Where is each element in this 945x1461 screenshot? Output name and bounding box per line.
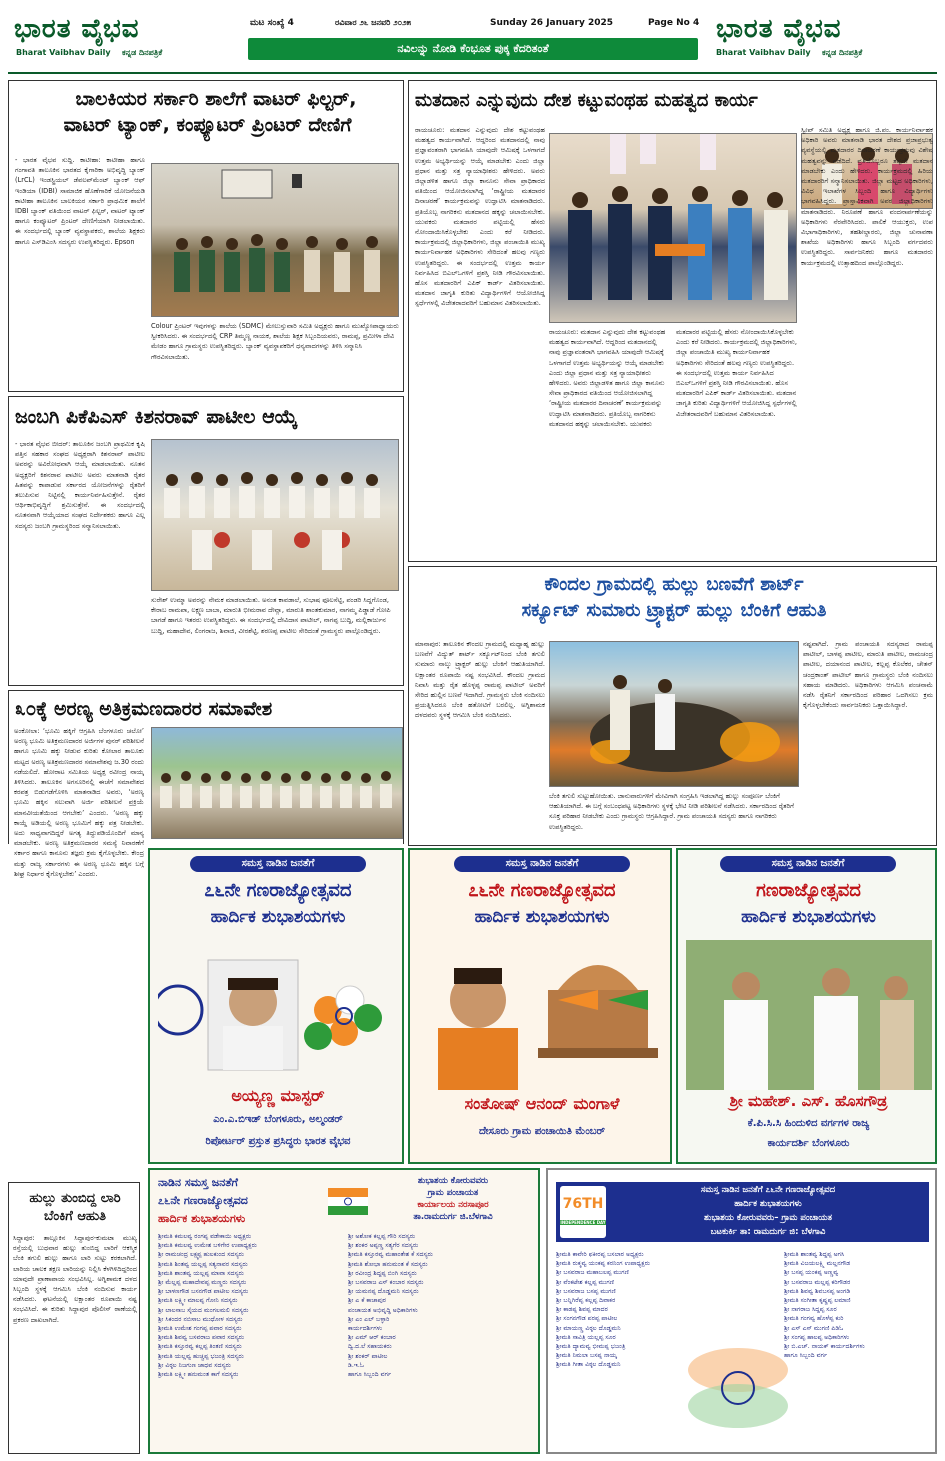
list-item: ಶ್ರೀ ಲಾಲಸಾಬ ಸೈಯದ ಮಂಗಲಮಲಿ ಸದಸ್ಯರು [158,1306,249,1314]
ad-batakurki-logo [560,1186,606,1238]
list-item: ಕಾರ್ಯದರ್ಶಿಗಳು [348,1325,383,1333]
ad-santosh [408,848,672,1164]
list-item: ಶ್ರೀ ಬಸಪ್ಪ ಯಂಕಪ್ಪ ಅಣ್ಣವ್ವ [784,1269,839,1277]
article-school [8,80,404,392]
tagline: ನವಿಲನ್ನು ನೋಡಿ ಕೆಂಭೂತ ಪುಕ್ಕ ಕೆದರಿತಂತೆ [248,38,698,60]
list-item: ಶ್ರೀಮತಿ ಕಸ್ತೂರವ್ವ ಮಹಾಂತೇಶ ಕೆ ಸದಸ್ಯರು [348,1251,433,1259]
masthead [0,0,945,70]
article-school-headline-1: ಬಾಲಕಿಯರ ಸರ್ಕಾರಿ ಶಾಲೆಗೆ ವಾಟರ್ ಫಿಲ್ಟರ್, [75,88,357,110]
article-fire-body-mid: ಬೆಂಕಿ ತಗುಲಿ ಸುಟ್ಟುಹೋಯಿತು. ಜಾನುವಾರುಗಳಿಗೆ ಮೇವಿಗಾಗಿ ಸಂಗ್ರಹಿಸಿ ಇಡಲಾಗಿದ್ದ ಹುಲ್ಲು ಸಂಪೂರ್ಣ ಬೆಂಕಿಗೆ ಆಹುತಿಯಾಗಿದೆ. ಈ ಬಗ್ಗೆ ಸಂಬಂಧಪಟ್ಟ ಅಧಿಕಾರಿಗಳು ಸ್ಥಳಕ್ಕೆ ಭೇಟಿ ನೀಡಿ ಪರಿಶೀಲನೆ ನಡೆಸಿದರು. ಸರ್ಕಾರದಿಂದ ರೈತರಿಗೆ ಸೂಕ್ತ ಪರಿಹಾರ ನೀಡಬೇಕು ಎಂದು ಗ್ರಾಮಸ್ಥರು ಆಗ್ರಹಿಸಿದ್ದಾರೆ. ಗ್ರಾಮ ಪಂಚಾಯತಿ ಸದಸ್ಯರು ಹಾಗೂ ನಾಗರಿಕರು ಉಪಸ್ಥಿತರಿದ್ದರು. [549,792,794,831]
list-item: ಶ್ರೀ ಮಾಯಣ್ಣ ವಿಠ್ಠಲ ದೊಡ್ಡಮನಿ [556,1324,621,1332]
list-item: ಶ್ರೀಮತಿ ಯಲ್ಲವ್ವ ಹುಚ್ಚಪ್ಪ ಭಜಂತ್ರಿ ಸದಸ್ಯರು [158,1352,244,1360]
ad-santosh-title-2: ಹಾರ್ದಿಕ ಶುಭಾಶಯಗಳು [474,907,610,927]
list-item: ಶ್ರೀಮತಿ ನಿಮಲಾ ಬಸಪ್ಪ ನಾಯ್ಕ [556,1352,617,1360]
masthead-title-left: ಭಾರತ ವೈಭವ [14,14,140,44]
masthead-subtitle-en-right: Bharat Vaibhav Daily [716,48,811,57]
article-forest-headline: ೩೦ಕ್ಕೆ ಅರಣ್ಯ ಅತಿಕ್ರಮಣದಾರರ ಸಮಾವೇಶ [15,698,273,720]
ad-ayyanna-title-2: ಹಾರ್ದಿಕ ಶುಭಾಶಯಗಳು [210,907,346,927]
ad-narasapur [148,1168,540,1454]
article-voting-body-left: ರಾಯಚೂರು: ಮತದಾನ ಎನ್ನುವುದು ದೇಶ ಕಟ್ಟುವಂಥಹ ಮಹತ್ವದ ಕಾರ್ಯವಾಗಿದೆ. ಆದ್ದರಿಂದ ಮತದಾನದಲ್ಲಿ ನಾವು ಪ್ರಜ್ಞಾವಂತರಾಗಿ ಭಾಗವಹಿಸಿ ಯಾವುದೇ ಆಮಿಷಕ್ಕೆ ಒಳಗಾಗದೆ ಉತ್ತಮ ಅಭ್ಯರ್ಥಿಯನ್ನು ಆಯ್ಕೆ ಮಾಡಬೇಕು ಎಂದು ಜಿಲ್ಲಾ ಪ್ರಧಾನ ಮತ್ತು ಸತ್ರ ನ್ಯಾಯಾಧೀಶರು ಹೇಳಿದರು. ಅವರು ಜಿಲ್ಲಾಡಳಿತ ಹಾಗೂ ಜಿಲ್ಲಾ ಕಾನೂನು ಸೇವಾ ಪ್ರಾಧಿಕಾರದ ವತಿಯಿಂದ ಆಯೋಜಿಸಲಾಗಿದ್ದ ‘ರಾಷ್ಟ್ರೀಯ ಮತದಾರರ ದಿನಾಚರಣೆ’ ಕಾರ್ಯಕ್ರಮವನ್ನು ಉದ್ಘಾಟಿಸಿ ಮಾತನಾಡಿದರು. ಪ್ರತಿಯೊಬ್ಬ ನಾಗರಿಕನು ಮತದಾನದ ಹಕ್ಕನ್ನು ಚಲಾಯಿಸಬೇಕು. ಯುವಕರು ಮತದಾರರ ಪಟ್ಟಿಯಲ್ಲಿ ಹೆಸರು ನೋಂದಾಯಿಸಿಕೊಳ್ಳಬೇಕು ಎಂದು ಕರೆ ನೀಡಿದರು. ಕಾರ್ಯಕ್ರಮದಲ್ಲಿ ಜಿಲ್ಲಾಧಿಕಾರಿಗಳು, ಜಿಲ್ಲಾ ಪಂಚಾಯಿತಿ ಮುಖ್ಯ ಕಾರ್ಯನಿರ್ವಾಹಕ ಅಧಿಕಾರಿಗಳು ಸೇರಿದಂತೆ ಹಲವು ಗಣ್ಯರು ಉಪಸ್ಥಿತರಿದ್ದರು. ಈ ಸಂದರ್ಭದಲ್ಲಿ ಉತ್ತಮ ಕಾರ್ಯ ನಿರ್ವಹಿಸಿದ ಬಿಎಲ್‌ಒಗಳಿಗೆ ಪ್ರಶಸ್ತಿ ನೀಡಿ ಗೌರವಿಸಲಾಯಿತು. ಹೊಸ ಮತದಾರರಿಗೆ ಎಪಿಕ್ ಕಾರ್ಡ್ ವಿತರಿಸಲಾಯಿತು. ಮತದಾನ ಜಾಗೃತಿ ಕುರಿತು ವಿದ್ಯಾರ್ಥಿಗಳಿಗೆ ಆಯೋಜಿಸಿದ್ದ ಸ್ಪರ್ಧೆಗಳಲ್ಲಿ ವಿಜೇತರಾದವರಿಗೆ ಬಹುಮಾನ ವಿತರಿಸಲಾಯಿತು. [415,126,545,308]
list-item: ಶ್ರೀ ಸಿಕಂದರ ನಬಿಸಾಬ ಮುಧೋಳ ಸದಸ್ಯರು [158,1315,243,1323]
school-group-photo-icon [152,164,399,317]
list-item: ಶ್ರೀಮತಿ ಶಾಂತವ್ವ ಶಿದ್ದಪ್ಪ ಅಗಸಿ [784,1251,845,1258]
forest-crowd-photo-icon [152,728,403,839]
list-item: ಶ್ರೀ ರಾಮಚಂದ್ರ ಲಕ್ಷ್ಮಪ್ಪ ಹುಲಕುಂದ ಸದಸ್ಯರು [158,1251,244,1259]
ad-batakurki-head-1: ಸಮಸ್ತ ನಾಡಿನ ಜನತೆಗೆ ೭೬ನೇ ಗಣರಾಜ್ಯೋತ್ಸವದ [700,1185,836,1195]
article-fire-photo [549,641,799,787]
list-item: ಶ್ರೀ ಸಂಗನಗೌಡ ಪರಪ್ಪ ಪಾಟೀಲ [556,1315,618,1323]
list-item: ಶ್ರೀಮತಿ ಲಕ್ಷ್ಮೀ ಮಾಲಪ್ಪ ಗೋನಿ ಸದಸ್ಯರು [158,1297,238,1305]
ad-narasapur-head-1: ನಾಡಿನ ಸಮಸ್ತ ಜನತೆಗೆ [158,1176,238,1189]
article-fire [408,566,937,846]
ad-mahesh [676,848,937,1164]
list-item: ಶ್ರೀ ಅಶೋಕ ಕಲ್ಲಪ್ಪ ಗೌರಿ ಸದಸ್ಯರು [348,1233,416,1240]
ad-mahesh-title-1: ಗಣರಾಜ್ಯೋತ್ಸವದ [756,880,861,901]
list-item: ಡಿ.ಇ.ಓ [348,1361,365,1369]
list-item: ಶ್ರೀ ರವೀಂದ್ರ ಶಿದ್ದಪ್ಪ ಬಿಂಗಿ ಸದಸ್ಯರು [348,1269,417,1277]
article-voting-body-mid: ರಾಯಚೂರು: ಮತದಾನ ಎನ್ನುವುದು ದೇಶ ಕಟ್ಟುವಂಥಹ ಮಹತ್ವದ ಕಾರ್ಯವಾಗಿದೆ. ಆದ್ದರಿಂದ ಮತದಾನದಲ್ಲಿ ನಾವು ಪ್ರಜ್ಞಾವಂತರಾಗಿ ಭಾಗವಹಿಸಿ ಯಾವುದೇ ಆಮಿಷಕ್ಕೆ ಒಳಗಾಗದೆ ಉತ್ತಮ ಅಭ್ಯರ್ಥಿಯನ್ನು ಆಯ್ಕೆ ಮಾಡಬೇಕು ಎಂದು ಜಿಲ್ಲಾ ಪ್ರಧಾನ ಮತ್ತು ಸತ್ರ ನ್ಯಾಯಾಧೀಶರು ಹೇಳಿದರು. ಅವರು ಜಿಲ್ಲಾಡಳಿತ ಹಾಗೂ ಜಿಲ್ಲಾ ಕಾನೂನು ಸೇವಾ ಪ್ರಾಧಿಕಾರದ ವತಿಯಿಂದ ಆಯೋಜಿಸಲಾಗಿದ್ದ ‘ರಾಷ್ಟ್ರೀಯ ಮತದಾರರ ದಿನಾಚರಣೆ’ ಕಾರ್ಯಕ್ರಮವನ್ನು ಉದ್ಘಾಟಿಸಿ ಮಾತನಾಡಿದರು. ಪ್ರತಿಯೊಬ್ಬ ನಾಗರಿಕನು ಮತದಾನದ ಹಕ್ಕನ್ನು ಚಲಾಯಿಸಬೇಕು. ಯುವಕರು ಮತದಾರರ ಪಟ್ಟಿಯಲ್ಲಿ ಹೆಸರು ನೋಂದಾಯಿಸಿಕೊಳ್ಳಬೇಕು ಎಂದು ಕರೆ ನೀಡಿದರು. ಕಾರ್ಯಕ್ರಮದಲ್ಲಿ ಜಿಲ್ಲಾಧಿಕಾರಿಗಳು, ಜಿಲ್ಲಾ ಪಂಚಾಯಿತಿ ಮುಖ್ಯ ಕಾರ್ಯನಿರ್ವಾಹಕ ಅಧಿಕಾರಿಗಳು ಸೇರಿದಂತೆ ಹಲವು ಗಣ್ಯರು ಉಪಸ್ಥಿತರಿದ್ದರು. ಈ ಸಂದರ್ಭದಲ್ಲಿ ಉತ್ತಮ ಕಾರ್ಯ ನಿರ್ವಹಿಸಿದ ಬಿಎಲ್‌ಒಗಳಿಗೆ ಪ್ರಶಸ್ತಿ ನೀಡಿ ಗೌರವಿಸಲಾಯಿತು. ಹೊಸ ಮತದಾರರಿಗೆ ಎಪಿಕ್ ಕಾರ್ಡ್ ವಿತರಿಸಲಾಯಿತು. ಮತದಾನ ಜಾಗೃತಿ ಕುರಿತು ವಿದ್ಯಾರ್ಥಿಗಳಿಗೆ ಆಯೋಜಿಸಿದ್ದ ಸ್ಪರ್ಧೆಗಳಲ್ಲಿ ವಿಜೇತರಾದವರಿಗೆ ಬಹುಮಾನ ವಿತರಿಸಲಾಯಿತು. [549,328,797,428]
republic-day-parliament-icon [418,940,666,1090]
ad-mahesh-title-2: ಹಾರ್ದಿಕ ಶುಭಾಶಯಗಳು [741,907,876,927]
list-item: ಶ್ರೀ ಎಂ ಎಲ್ ಬಳ್ಳಾರಿ [348,1315,390,1323]
list-item: ಶ್ರೀಮತಿ ಶೋಭಾ ಹನುಮಂತ ಕೆ ಸದಸ್ಯರು [348,1260,428,1268]
list-item: ಶ್ರೀಮತಿ ಕಸ್ತೂರವ್ವ ಕಲ್ಲಪ್ಪ ತಿಂತಣಿ ಸದಸ್ಯರು [158,1343,242,1351]
list-item: ಶ್ರೀ ವೆಂಕಟೇಶ ಕಲ್ಲಪ್ಪ ಮುಗಣಿ [556,1278,615,1286]
list-item: ಶ್ರೀ ಬಾಳಣಗೌಡ ಬಸನಗೌಡ ಪಾಟೀಲ ಸದಸ್ಯರು [158,1288,249,1296]
list-item: ಶ್ರೀ ವಿಠ್ಠಲ ನಿಜಗುಣ ಜಾಧವ ಸದಸ್ಯರು [158,1361,231,1369]
ad-narasapur-head-3: ಹಾರ್ದಿಕ ಶುಭಾಶಯಗಳು [158,1212,246,1225]
list-item: ಪಂಚಾಯತ ಅಭಿವೃದ್ಧಿ ಅಧಿಕಾರಿಗಳು [348,1306,418,1314]
article-jambagi-body: - ಭಾರತ ವೈಭವ ಬೀದರ್: ತಾಲೂಕಿನ ಜಂಬಗಿ ಪ್ರಾಥಮಿಕ ಕೃಷಿ ಪತ್ತಿನ ಸಹಕಾರ ಸಂಘದ ಅಧ್ಯಕ್ಷರಾಗಿ ಕಿಶನರಾವ್ ಪಾಟೀಲ ಅವರನ್ನು ಅವಿರೋಧವಾಗಿ ಆಯ್ಕೆ ಮಾಡಲಾಯಿತು. ನೂತನ ಅಧ್ಯಕ್ಷರಿಗೆ ಕಿಶನರಾವ ಪಾಟೀಲ ಅವರು ಮಾತನಾಡಿ ರೈತರ ಹಿತವನ್ನು ಕಾಪಾಡುವ ಸರ್ಕಾರದ ಯೋಜನೆಗಳನ್ನು ರೈತರಿಗೆ ತಲುಪಿಸುವ ನಿಟ್ಟಿನಲ್ಲಿ ಕಾರ್ಯನಿರ್ವಹಿಸುತ್ತೇನೆ. ರೈತರ ಆರ್ಥಿಕಾಭಿವೃದ್ಧಿಗೆ ಶ್ರಮಿಸುತ್ತೇನೆ. ಈ ಸಂದರ್ಭದಲ್ಲಿ ನೂತನವಾಗಿ ಆಯ್ಕೆಯಾದ ಸಂಘದ ನಿರ್ದೇಶಕರು ಹಾಗೂ ಎಲ್ಲ ಸದಸ್ಯರು ಜಂಬಗಿ ಗ್ರಾಮಸ್ಥರಿಂದ ಸನ್ಮಾನಿಸಲಾಯಿತು. [15,440,145,530]
ad-narasapur-from-1: ಶುಭಾಶಯ ಕೋರುವವರು [417,1176,489,1186]
ad-santosh-name: ಸಂತೋಷ್ ಆನಂದ್ ಮಂಗಾಳೆ [464,1094,620,1113]
ad-batakurki-head-4: ಬಟಕುರ್ಕಿ ತಾ: ರಾಮದುರ್ಗ ಜಿ: ಬೆಳಗಾವಿ [710,1227,826,1237]
list-item: ಶ್ರೀ ಕಾಡಪ್ಪ ಶಿವಪ್ಪ ಮಾದರ [556,1306,608,1314]
masthead-subtitle-en-left: Bharat Vaibhav Daily [16,48,111,57]
issue-number: ಮಟ ಸಂಖ್ಯೆ 4 [250,18,294,28]
list-item: ಶ್ರೀ ಯಮನಪ್ಪ ದೊಡ್ಡಮನಿ ಸದಸ್ಯರು [348,1288,419,1296]
article-fire-body-right: ನಷ್ಟವಾಗಿದೆ. ಗ್ರಾಮ ಪಂಚಾಯತಿ ಸದಸ್ಯರಾದ ರಾಮಪ್ಪ ಪಾಟೀಲ್, ಬಾಳಪ್ಪ ಪಾಟೀಲ, ಮಾರುತಿ ಪಾಟೀಲ, ರಾಮಚಂದ್ರ ಪಾಟೀಲ, ದಯಾನಂದ ಪಾಟೀಲ, ಕಲ್ಲಪ್ಪ ಕೊಲೆಕರ, ಚೇತನ್ ಚಂದ್ರಕಾಂತ್ ಪಾಟೀಲ್ ಹಾಗೂ ಗ್ರಾಮಸ್ಥರು ಬೆಂಕಿ ನಂದಿಸಲು ಸಹಾಯ ಮಾಡಿದರು. ಅಧಿಕಾರಿಗಳು ಆಗಮಿಸಿ ಪಂಚನಾಮೆ ನಡೆಸಿ ರೈತನಿಗೆ ಸರ್ಕಾರದಿಂದ ಪರಿಹಾರ ಒದಗಿಸಲು ಕ್ರಮ ಕೈಗೊಳ್ಳಬೇಕೆಂದು ಸಾರ್ವಜನಿಕರು ಒತ್ತಾಯಿಸಿದ್ದಾರೆ. [803,640,933,710]
ad-narasapur-from-4: ತಾ.ರಾಮದುರ್ಗ ಜಿ.ಬೆಳಗಾವಿ [413,1212,493,1222]
article-fire-headline-2: ಸರ್ಕ್ಯೂಟ್ ಸುಮಾರು ಟ್ರ್ಯಾಕ್ಟರ್ ಹುಲ್ಲು ಬೆಂಕಿಗೆ ಆಹುತಿ [521,600,827,621]
masthead-subtitle-kn-right: ಕನ್ನಡ ದಿನಪತ್ರಿಕೆ [822,48,863,57]
article-school-body-2: Colour ಪ್ರಿಂಟರ್ ಇವುಗಳನ್ನು ಶಾಲೆಯ (SDMC) ಮೇಲುಸ್ತುವಾರಿ ಸಮಿತಿ ಅಧ್ಯಕ್ಷರು ಹಾಗೂ ಮುಖ್ಯೋಪಾಧ್ಯಾಯರು ಸ್ವೀಕರಿಸಿದರು. ಈ ಸಂದರ್ಭದಲ್ಲಿ CRP ತಿಮ್ಮಣ್ಣ ನಾಯಕ, ಶಾಲೆಯ ಶಿಕ್ಷಕ ಸಿಬ್ಬಂದಿಯವರು, ರಾಮಪ್ಪ, ಪ್ರಮೀಳಾ ದೇವಿ ಮೇಡಂ ಹಾಗೂ ಗ್ರಾಮಸ್ಥರು ಉಪಸ್ಥಿತರಿದ್ದರು. ಬ್ಯಾಂಕ್ ವ್ಯವಸ್ಥಾಪಕರಿಗೆ ಧನ್ಯವಾದಗಳನ್ನು ತಿಳಿಸಿ ಸನ್ಮಾನಿಸಿ ಗೌರವಿಸಲಾಯಿತು. [151,322,399,361]
jambagi-group-photo-icon [152,440,399,591]
list-item: ಶ್ರೀಮತಿ ವಿಜಯಲಕ್ಷ್ಮಿ ಮಲ್ಲನಗೌಡ [784,1260,851,1268]
ad-mahesh-banner: ಸಮಸ್ತ ನಾಡಿನ ಜನತೆಗೆ [720,856,896,872]
article-voting-headline: ಮತದಾನ ಎನ್ನುವುದು ದೇಶ ಕಟ್ಟುವಂಥಹ ಮಹತ್ವದ ಕಾರ್ಯ [415,90,758,111]
list-item: ಶ್ರೀಮತಿ ಶಿಂತವ್ವ ಯಲ್ಲಪ್ಪ ಸತ್ಯನಾವರ ಸದಸ್ಯರು [158,1260,248,1268]
ad-ayyanna-name: ಅಯ್ಯಣ್ಣ ಮಾಸ್ಟರ್ [231,1086,325,1105]
ad-narasapur-from-2: ಗ್ರಾಮ ಪಂಚಾಯತ [427,1188,479,1198]
ad-batakurki-left-list [556,1250,736,1450]
article-jambagi-headline: ಜಂಬಗಿ ಪಿಕೆಪಿಎಸ್ ಕಿಶನರಾವ್ ಪಾಟೀಲ ಆಯ್ಕೆ [15,406,298,428]
list-item: ಶ್ರೀಮತಿ ಶಿವವ್ವ ಬಸವರಾಜ ಪವಾರ ಸದಸ್ಯರು [158,1334,245,1342]
ad-batakurki-header [556,1182,929,1242]
list-item: ಶ್ರೀಮತಿ ಶಾಂತವ್ವ ಯಲ್ಲಪ್ಪ ಮಾವಾ ಸದಸ್ಯರು [158,1269,244,1277]
list-item: ಶ್ರೀ ಮೆಲ್ಲಪ್ಪ ಮಹಾದೇವಪ್ಪ ಮಣ್ಣರು ಸದಸ್ಯರು [158,1279,247,1287]
date-en: Sunday 26 January 2025 [490,18,613,28]
ad-narasapur-from-3: ಕಾರ್ಯಾಲಯ ನರಸಾಪೂರ [417,1200,489,1210]
article-forest-body: ಅಂಕೋಲಾ: ‘ಭೂಮಿ ಹಕ್ಕಿಗೆ ಆಗ್ರಹಿಸಿ ಬೆಂಗಳೂರು ಚಲೋ’ ಅರಣ್ಯ ಭೂಮಿ ಅತಿಕ್ರಮಣದಾರರ ಅರ್ಜಿಗಳ ಪುನರ್ ಪರಿಶೀಲನೆ ಹಾಗೂ ಭೂಮಿ ಹಕ್ಕು ನೀಡುವ ಕುರಿತು ಕೋಲಾರ ತಾಲೂಕು ಮಟ್ಟದ ಅರಣ್ಯ ಅತಿಕ್ರಮಣದಾರರ ಸಮಾವೇಶವು ಜ.30 ರಂದು ನಡೆಯಲಿದೆ. ಹೋರಾಟ ಸಮಿತಿಯ ಅಧ್ಯಕ್ಷ ರವೀಂದ್ರ ನಾಯ್ಕ ತಿಳಿಸಿದರು. ತಾಲೂಕಿನ ಅಗಸೂರಿನಲ್ಲಿ ಈಚೆಗೆ ಸಮಾವೇಶದ ಕರಪತ್ರ ಬಿಡುಗಡೆಗೊಳಿಸಿ ಮಾತನಾಡಿದ ಅವರು, ‘ಅರಣ್ಯ ಭೂಮಿ ಹಕ್ಕಿನ ಸಲುವಾಗಿ ಅರ್ಜಿ ಪರಿಶೀಲನೆ ಪ್ರಕ್ರಿಯೆ ಮಾನವೀಯತೆಯಿಂದ ಆಗಬೇಕು’ ಎಂದರು. ‘ಅರಣ್ಯ ಹಕ್ಕು ಕಾಯ್ದೆ ಅಡಿಯಲ್ಲಿ ಅರಣ್ಯ ಭೂಮಿಗೆ ಹಕ್ಕು ಪತ್ರ ನೀಡಬೇಕು. ಅದು ಸಾಧ್ಯವಾಗದಿದ್ದರೆ ಅಗತ್ಯ ತಿದ್ದುಪಡಿಯೊಂದಿಗೆ ಮಾನ್ಯ ಮಾಡಬೇಕು. ಅರಣ್ಯ ಅತಿಕ್ರಮಣದಾರರ ಸಮಸ್ಯೆ ನಿವಾರಣೆಗೆ ಸರ್ಕಾರ ಹಾಗೂ ಕಾನೂನು ತಜ್ಞರು ಕ್ರಮ ಕೈಗೊಳ್ಳಬೇಕು. ಕೇಂದ್ರ ಮತ್ತು ರಾಜ್ಯ ಸರ್ಕಾರಗಳು ಈ ಅರಣ್ಯ ಭೂಮಿ ಹಕ್ಕಿನ ಬಗ್ಗೆ ಶೀಘ್ರ ನಿರ್ಧಾರ ಕೈಗೊಳ್ಳಬೇಕು’ ಎಂದರು. [14,727,144,878]
list-item: ಹಾಗೂ ಸಿಬ್ಬಂದಿ ವರ್ಗ [784,1352,828,1360]
ad-ayyanna [148,848,404,1164]
ad-ayyanna-line-1: ಎಂ.ಎ.ಬಿಇಡ್ ಬೆಂಗಳೂರು, ಅಲ್ಮಂಡರ್ [213,1114,343,1125]
list-item: ಶ್ರೀಮತಿ ದ್ಯಾಮವ್ವ ಭೀಮಪ್ಪ ಭಜಂತ್ರಿ [556,1343,626,1351]
article-voting-body-right: ಸ್ವೀಪ್ ಸಮಿತಿ ಅಧ್ಯಕ್ಷ ಹಾಗೂ ಜಿ.ಪಂ. ಕಾರ್ಯನಿರ್ವಾಹಕ ಅಧಿಕಾರಿ ಅವರು ಮಾತನಾಡಿ ಭಾರತ ದೇಶದ ಪ್ರಜಾಪ್ರಭುತ್ವ ವ್ಯವಸ್ಥೆಯಲ್ಲಿ ಮತದಾರರ ದಿನಾಚರಣೆ ಕಾರ್ಯಕ್ರಮವು ವಿಶೇಷ ಮಹತ್ವವನ್ನು ಪಡೆದಿದೆ. ಪ್ರತಿಯೊಬ್ಬರೂ ತಪ್ಪದೇ ಮತದಾನ ಮಾಡಬೇಕು ಎಂದು ಹೇಳಿದರು. ಕಾರ್ಯಕ್ರಮದಲ್ಲಿ ಹಿರಿಯ ಮತದಾರರಿಗೆ ಸನ್ಮಾನಿಸಲಾಯಿತು. ಜಿಲ್ಲಾ ಮಟ್ಟದ ಅಧಿಕಾರಿಗಳು, ವಿವಿಧ ಇಲಾಖೆಗಳ ಸಿಬ್ಬಂದಿ ಹಾಗೂ ವಿದ್ಯಾರ್ಥಿಗಳು ಭಾಗವಹಿಸಿದ್ದರು. ಪ್ರಾಸ್ತಾವಿಕವಾಗಿ ಅಪರ ಜಿಲ್ಲಾಧಿಕಾರಿಗಳು ಮಾತನಾಡಿದರು. ನಿರೂಪಣೆ ಹಾಗೂ ವಂದನಾರ್ಪಣೆಯನ್ನು ಅಧಿಕಾರಿಗಳು ನೆರವೇರಿಸಿದರು. ಪಾಲಿಕೆ ಆಯುಕ್ತರು, ಉಪ ವಿಭಾಗಾಧಿಕಾರಿಗಳು, ತಹಶೀಲ್ದಾರರು, ಜಿಲ್ಲಾ ಚುನಾವಣಾ ಶಾಖೆಯ ಅಧಿಕಾರಿಗಳು ಹಾಗೂ ಸಿಬ್ಬಂದಿ ವರ್ಗದವರು ಉಪಸ್ಥಿತರಿದ್ದರು. ಸಾರ್ವಜನಿಕರು ಹಾಗೂ ಮತದಾರರು ಕಾರ್ಯಕ್ರಮದಲ್ಲಿ ಉತ್ಸಾಹದಿಂದ ಪಾಲ್ಗೊಂಡಿದ್ದರು. [801,126,933,267]
voting-ceremony-photo-icon [550,134,797,323]
list-item: ಶ್ರೀ ಸಂಗಪ್ಪ ಹಾಲಪ್ಪ ಅಧಿಕಾರಿಗಳು [784,1333,850,1341]
ad-mahesh-line-1: ಕೆ.ಪಿ.ಸಿ.ಸಿ ಹಿಂದುಳಿದ ವರ್ಗಗಳ ರಾಜ್ಯ [747,1118,870,1129]
list-item: ಶ್ರೀ ಬಿ.ಎಚ್. ನಾಯಕ್ ಕಾರ್ಯದರ್ಶಿಗಳು [784,1343,865,1351]
ad-ayyanna-banner: ಸಮಸ್ತ ನಾಡಿನ ಜನತೆಗೆ [190,856,366,872]
article-fire-body-left: ಮಾನಾಪುರ: ತಾಲೂಕಿನ ಕೌಂದಲ ಗ್ರಾಮದಲ್ಲಿ ಮಧ್ಯಾಹ್ನ ಹುಲ್ಲು ಬಣವೆಗೆ ವಿದ್ಯುತ್ ಶಾರ್ಟ್ ಸರ್ಕ್ಯೂಟ್‌ನಿಂದ ಬೆಂಕಿ ತಗುಲಿ ಸುಮಾರು ನಾಲ್ಕು ಟ್ರ್ಯಾಕ್ಟರ್ ಹುಲ್ಲು ಬೆಂಕಿಗೆ ಆಹುತಿಯಾಗಿದೆ. ಲಕ್ಷಾಂತರ ರೂಪಾಯಿ ನಷ್ಟ ಸಂಭವಿಸಿದೆ. ಕೌಂದಲ ಗ್ರಾಮದ ನಿವಾಸಿ ಮತ್ತು ರೈತ ಹೊಳ್ಳಪ್ಪ ರಾಮಪ್ಪ ಪಾಟೀಲ್ ಅವರಿಗೆ ಸೇರಿದ ಹುಲ್ಲಿನ ಬಣವೆ ಇದಾಗಿದೆ. ಗ್ರಾಮಸ್ಥರು ಬೆಂಕಿ ನಂದಿಸಲು ಪ್ರಯತ್ನಿಸಿದರೂ ಬೆಂಕಿ ಹತೋಟಿಗೆ ಬರಲಿಲ್ಲ. ಅಗ್ನಿಶಾಮಕ ದಳದವರು ಸ್ಥಳಕ್ಕೆ ಆಗಮಿಸಿ ಬೆಂಕಿ ನಂದಿಸಿದರು. [415,640,545,720]
ad-mahesh-name: ಶ್ರೀ ಮಹೇಶ್. ಎಸ್. ಹೊಸಗೌಡ್ರ [729,1092,888,1110]
list-item: ಶ್ರೀಮತಿ ಸಂಗೀತಾ ಕೃಷ್ಣಪ್ಪ ಲಮಾಣಿ [784,1297,851,1305]
list-item: ಶ್ರೀ ಬಸವರಾಜ ಮಹಾಬಲಪ್ಪ ಮುಗಣಿ [556,1269,629,1277]
list-item: ಶ್ರೀ ಬನ್ನಿಗಿರೆಪ್ಪ ಕಲ್ಲಪ್ಪ ದಿವಾಕರ [556,1297,616,1305]
ad-narasapur-head-2: ೭೬ನೇ ಗಣರಾಜ್ಯೋತ್ಸವದ [158,1194,248,1207]
ad-narasapur-left-list [158,1232,346,1452]
ad-batakurki-logo-text: 76TH [562,1196,604,1212]
list-item: ಹಾಗೂ ಸಿಬ್ಬಂದಿ ವರ್ಗ [348,1371,392,1379]
list-item: ಶ್ರೀಮತಿ ಲಕ್ಷ್ಮೀ ಹನುಮಂತ ಕಾಗೆ ಸದಸ್ಯರು [158,1371,239,1379]
list-item: ಶ್ರೀ ಎ ಕೆ ಕಾಚಾಪುರ [348,1297,387,1305]
article-voting [408,80,937,562]
list-item: ದ್ವಿ.ದ.ಲೆ ಸಹಾಯಕರು [348,1343,392,1351]
list-item: ಶ್ರೀಮತಿ ಗಂಗವ್ವ ಹೊಳೆಪ್ಪ ಕುರಿ [784,1315,844,1323]
list-item: ಶ್ರೀಮತಿ ಗೀತಾ ವಿಠ್ಠಲ ದೊಡ್ಡಮನಿ [556,1361,621,1369]
masthead-divider [8,72,937,74]
masthead-subtitle-kn-left: ಕನ್ನಡ ದಿನಪತ್ರಿಕೆ [122,48,163,57]
list-item: ಶ್ರೀಮತಿ ಉಮೇಶ ಗಂಗಪ್ಪ ಪವಾರ ಸದಸ್ಯರು [158,1325,242,1333]
list-item: ಶ್ರೀಮತಿ ಶಿವವ್ವ ಶಿವಬಸಪ್ಪ ಅಂಗಡಿ [784,1287,851,1295]
ad-ayyanna-title-1: ೭೬ನೇ ಗಣರಾಜ್ಯೋತ್ಸವದ [204,880,352,901]
article-truck [8,1182,140,1454]
haystack-fire-photo-icon [550,642,799,787]
ad-santosh-title-1: ೭೬ನೇ ಗಣರಾಜ್ಯೋತ್ಸವದ [468,880,616,901]
ad-santosh-line-1: ದೇಸೂರು ಗ್ರಾಮ ಪಂಚಾಯಿತಿ ಮೆಂಬರ್ [478,1126,606,1137]
article-truck-headline-2: ಬೆಂಕಿಗೆ ಆಹುತಿ [44,1209,106,1224]
article-truck-headline-1: ಹುಲ್ಲು ತುಂಬಿದ್ದ ಲಾರಿ [29,1191,121,1206]
list-item: ಶ್ರೀ ಬಸವರಾಜ ಮಲ್ಲಪ್ಪ ಕರಿಗೌಡರ [784,1278,851,1286]
list-item: ಶ್ರೀಮತಿ ರುಕ್ಮವ್ವ ಯಂಕಪ್ಪ ಕರನಿಂಗ ಉಪಾಧ್ಯಕ್ಷರು [556,1260,650,1268]
list-item: ಶ್ರೀ ಎಮ್ ಆರ್ ಕಂಬಾರ [348,1334,396,1342]
article-school-photo [151,163,399,317]
date-kn: ರವಿವಾರ ೨೬ ಜನವರಿ ೨೦೨೫ [335,18,412,27]
list-item: ಶ್ರೀಮತಿ ಕಾವೇರಿ ಫಕೀರಪ್ಪ ಬಸಲಾರ ಅಧ್ಯಕ್ಷರು [556,1251,644,1258]
list-item: ಶ್ರೀಮತಿ ಸಾವಿತ್ರಿ ಯಲ್ಲಪ್ಪ ಸೂರ [556,1333,616,1341]
list-item: ಶ್ರೀ ಶಂಕರ್ ಪಾಟೀಲ [348,1352,388,1360]
masthead-title-right: ಭಾರತ ವೈಭವ [716,14,842,44]
ad-batakurki-head-3: ಶುಭಾಶಯ ಕೋರುವವರು– ಗ್ರಾಮ ಪಂಚಾಯತ [703,1213,833,1223]
ad-batakurki-logo-sub: INDEPENDENCE DAY [560,1220,606,1225]
article-school-headline-2: ವಾಟರ್ ಟ್ಯಾಂಕ್, ಕಂಪ್ಯೂಟರ್ ಪ್ರಿಂಟರ್ ದೇಣಿಗೆ [63,114,352,136]
list-item: ಶ್ರೀಮತಿ ಕಮಲವ್ವ ರಂಗಪ್ಪ ವಡೇಕಾಯಿ ಅಧ್ಯಕ್ಷರು [158,1233,252,1240]
leaders-walking-photo-icon [686,940,932,1090]
article-jambagi-photo [151,439,399,591]
page-number: Page No 4 [648,18,700,28]
list-item: ಶ್ರೀ ಎಸ್ ಎಸ್ ಮುಗಣಿ ಪಿಡಿಓ [784,1324,844,1332]
article-forest-photo [151,727,403,839]
ad-santosh-banner: ಸಮಸ್ತ ನಾಡಿನ ಜನತೆಗೆ [454,856,630,872]
ad-batakurki-head-2: ಹಾರ್ದಿಕ ಶುಭಾಶಯಗಳು [734,1199,802,1209]
article-school-body: - ಭಾರತ ವೈಭವ ಸುದ್ದಿ. ಕಾಟೀಹಾ: ಕಾಟೀಹಾ ಹಾಗೂ ಗಂಗಾವತಿ ತಾಲೂಕಿನ ಭಾರತದ ಕೈಗಾರಿಕಾ ಅಭಿವೃದ್ಧಿ ಬ್ಯಾಂಕ್ (LrCL) ಇಂಡಸ್ಟ್ರಿಯಲ್ ಡೆವಲಪ್‌ಮೆಂಟ್ ಬ್ಯಾಂಕ್ ಆಫ್ ಇಂಡಿಯಾ (IDBI) ಸಾಮಾಜಿಕ ಹೊಣೆಗಾರಿಕೆ ಯೋಜನೆಯಡಿ ಕಾಟೀಹಾ ತಾಲೂಕಿನ ಬಾಲಕಿಯರ ಸರ್ಕಾರಿ ಪ್ರಾಥಮಿಕ ಶಾಲೆಗೆ IDBI ಬ್ಯಾಂಕ್ ವತಿಯಿಂದ ವಾಟರ್ ಫಿಲ್ಟರ್, ವಾಟರ್ ಟ್ಯಾಂಕ್ ಹಾಗೂ ಕಂಪ್ಯೂಟರ್ ಪ್ರಿಂಟರ್ ದೇಣಿಗೆಯಾಗಿ ನೀಡಲಾಯಿತು. ಈ ಸಂದರ್ಭದಲ್ಲಿ ಬ್ಯಾಂಕ್ ವ್ಯವಸ್ಥಾಪಕರು, ಶಾಲೆಯ ಶಿಕ್ಷಕರು ಹಾಗೂ ಎಸ್‌ಡಿಎಂಸಿ ಸದಸ್ಯರು ಉಪಸ್ಥಿತರಿದ್ದರು. Epson [15,156,145,246]
list-item: ಶ್ರೀ ಬಸವರಾಜ ಬಸಪ್ಪ ಮುಗಣಿ [556,1287,616,1295]
list-item: ಶ್ರೀ ಶಂಕರ ಅಪ್ಪಣ್ಣ ಸತ್ಯಗೆರ ಸದಸ್ಯರು [348,1242,419,1250]
article-voting-photo [549,133,797,323]
ad-narasapur-right-list [348,1232,536,1452]
ad-batakurki [546,1168,937,1454]
list-item: ಶ್ರೀಮತಿ ಕಮಲವ್ವ ಉಮೇಶ ಬಳಿಗೇರ ಉಪಾಧ್ಯಕ್ಷರು [158,1242,257,1250]
republic-day-flag-balloons-icon [158,940,398,1090]
ad-mahesh-line-2: ಕಾರ್ಯದರ್ಶಿ ಬೆಂಗಳೂರು [767,1138,850,1149]
article-fire-headline-1: ಕೌಂದಲ ಗ್ರಾಮದಲ್ಲಿ ಹುಲ್ಲು ಬಣವೆಗೆ ಶಾರ್ಟ್ [544,574,804,595]
list-item: ಶ್ರೀ ನಾಗರಾಜ ಸಿದ್ದಪ್ಪ ಸೂರ [784,1306,837,1314]
article-jambagi-body-2: ಸುರೇಶ್ ಉಮ್ಮಾ ಅವರನ್ನು ನೇಮಕ ಮಾಡಲಾಯಿತು. ಅನಂತ ಕಾವಡಾಲೆ, ಸುಭಾಷ ಫೂಲಸೆಟ್ಟಿ, ಪಂಡರಿ ಸಿದ್ದಗೊಂಡ, ಕೇರಾಬ ರಾಮಪಾ, ಲಕ್ಷ್ಮಣ ಬಾಬಾ, ಮಾರುತಿ ಭೀಮರಾವ ದೇವ್ಲಾ, ಮಾರುತಿ ಶಾಂತಕುಮಾರ, ನಾಗಮ್ಮ ಪಿಡ್ಡಾಡೆ ಗೋಪಿ ಬಾಗಡೆ ಹಾಗೂ ಇತರರು ಉಪಸ್ಥಿತರಿದ್ದರು. ಈ ಸಂದರ್ಭದಲ್ಲಿ ದೇವಿದಾಸ ಪಾಟೀಲ್, ನಾಗಪ್ಪ ಬುದ್ದಿ, ಮಲ್ಲಿಕಾರ್ಜುನ ಬುದ್ದಿ, ಮಹಾದೇವ, ಲಿಂಗರಾಜ, ಶಿವಾಜಿ, ವೀರಶೆಟ್ಟಿ, ಶರಣಪ್ಪ ಪಾಟೀಲ ಸೇರಿದಂತೆ ಗ್ರಾಮಸ್ಥರು ಪಾಲ್ಗೊಂಡಿದ್ದರು. [151,596,391,635]
ad-batakurki-right-list [784,1250,932,1450]
article-jambagi [8,396,404,686]
ad-ayyanna-line-2: ರಿಪೋರ್ಟರ್ ಪ್ರಸ್ತುತ ಪ್ರಸಿದ್ಧರು ಭಾರತ ವೈಭವ [205,1136,351,1147]
article-truck-body: ಸಿದ್ದಾಪುರ: ತಾಲ್ಲೂಕಿನ ಸಿದ್ದಾಪುರ-ಕುಮಟಾ ಮುಖ್ಯ ರಸ್ತೆಯಲ್ಲಿ ಬುಧವಾರ ಹುಲ್ಲು ತುಂಬಿದ್ದ ಲಾರಿಗೆ ಆಕಸ್ಮಿಕ ಬೆಂಕಿ ತಗುಲಿ ಹುಲ್ಲು ಹಾಗೂ ಲಾರಿ ಸುಟ್ಟು ಕರಕಲಾಗಿದೆ. ಲಾರಿಯ ಚಾಲಕ ತಕ್ಷಣ ಲಾರಿಯನ್ನು ನಿಲ್ಲಿಸಿ ಕೆಳಗಿಳಿದಿದ್ದರಿಂದ ಯಾವುದೇ ಪ್ರಾಣಾಪಾಯ ಸಂಭವಿಸಿಲ್ಲ. ಅಗ್ನಿಶಾಮಕ ದಳದ ಸಿಬ್ಬಂದಿ ಸ್ಥಳಕ್ಕೆ ಆಗಮಿಸಿ ಬೆಂಕಿ ನಂದಿಸುವ ಕಾರ್ಯ ನಡೆಸಿದರು. ಘಟನೆಯಲ್ಲಿ ಲಕ್ಷಾಂತರ ರೂಪಾಯಿ ನಷ್ಟ ಸಂಭವಿಸಿದೆ. ಈ ಕುರಿತು ಸಿದ್ದಾಪುರ ಪೊಲೀಸ್ ಠಾಣೆಯಲ್ಲಿ ಪ್ರಕರಣ ದಾಖಲಾಗಿದೆ. [13,1234,137,1324]
flag-icon [328,1188,368,1216]
list-item: ಶ್ರೀ ಬಸವರಾಜ ಎಸ್ ಕಂಬಾರ ಸದಸ್ಯರು [348,1279,424,1287]
